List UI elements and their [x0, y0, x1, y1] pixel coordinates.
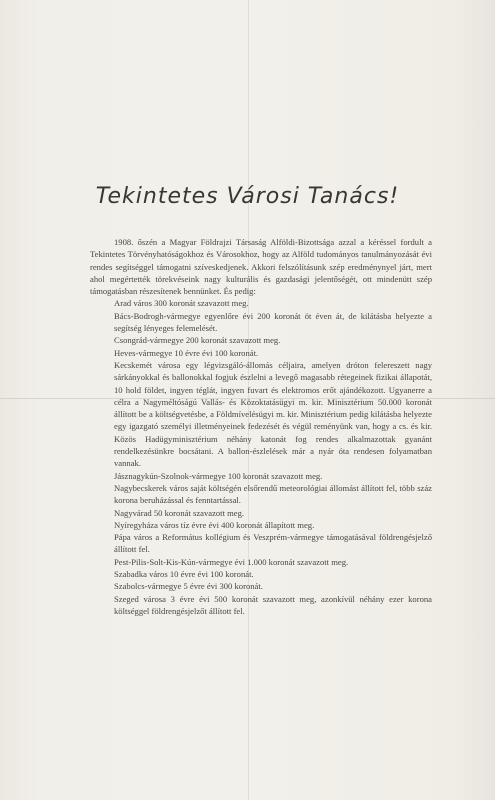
list-item: Jásznagykún-Szolnok-vármegye 100 koronát szavazott meg. [114, 470, 323, 481]
list-item: Nagyvárad 50 koronát szavazott meg. [114, 507, 245, 518]
list-item: Szabolcs-vármegye 5 évre évi 300 koronát. [114, 581, 263, 592]
list-item: Nagybecskerek város saját költségén elsőrendű meteorológiai állomást állított fel, több száz korona beruházással és fenntartással. [114, 482, 432, 506]
list-item: Nyíregyháza város tíz évre évi 400 koronát állapított meg. [114, 519, 315, 530]
list-item: Szabadka város 10 évre évi 100 koronát. [114, 569, 254, 580]
list-item: Kecskemét városa egy légvizsgáló-állomás céljaira, amelyen dróton felereszett nagy sárkányokkal és ballonokkal fogjuk észlelni a levegő magasabb rétegeinek fizikai állapotát, 10 hold földet, ingyen téglát, ingyen fuvart és elektromos erőt ajándékozott. Ugyanerre a célra a Nagyméltóságú Vallás- és Közoktatásügyi m. kir. Minisztérium 50.000 koronát állított be a költségvetésbe, a Földmívelésügyi m. kir. Minisztérium pedig kilátásba helyezte egy igazgató személyi illetményeinek fedezését és végül reményünk van, hogy a cs. és kir. Közös Hadügyminisztérium néhány katonát fog rendes alkalmazottak gyanánt rendelkezésünkre bocsátani. A ballon-észlelések már a nyár óta rendesen folyamatban vannak. [114, 359, 432, 469]
list-item: Heves-vármegye 10 évre évi 100 koronát. [114, 347, 259, 358]
list-item: Szeged városa 3 évre évi 500 koronát szavazott meg, azonkívül néhány ezer korona költséggel földrengésjelzőt állított fel. [114, 593, 432, 616]
list-item: Bács-Bodrogh-vármegye egyenlőre évi 200 koronát öt éven át, de kilátásba helyezte a segítség lényeges felemelését. [114, 310, 432, 334]
list-item: Csongrád-vármegye 200 koronát szavazott meg. [114, 335, 281, 346]
letter-body [90, 236, 432, 617]
letter-title: Tekintetes Városi Tanács! [95, 184, 400, 209]
list-item: Pest-Pilis-Solt-Kis-Kún-vármegye évi 1.000 koronát szavazott meg. [114, 556, 349, 567]
intro-paragraph: 1908. őszén a Magyar Földrajzi Társaság Alföldi-Bizottsága azzal a kéréssel fordult a Tekintetes Törvényhatóságokhoz és Városokhoz, hogy az Alföld tudományos tanulmányozását évi rendes segítséggel támogatni szíveskedjenek. Akkori felszólításunk szép eredménynyel járt, mert ahol megértették törekvéseink nagy kulturális és gazdasági jelentőségét, ott mindenütt szép támogatásban részesítenek bennünket. És pedig: [90, 237, 432, 297]
list-item: Arad város 300 koronát szavazott meg. [114, 298, 249, 309]
list-item: Pápa város a Református kollégium és Veszprém-vármegye támogatásával földrengésjelző állított fel. [114, 532, 432, 555]
